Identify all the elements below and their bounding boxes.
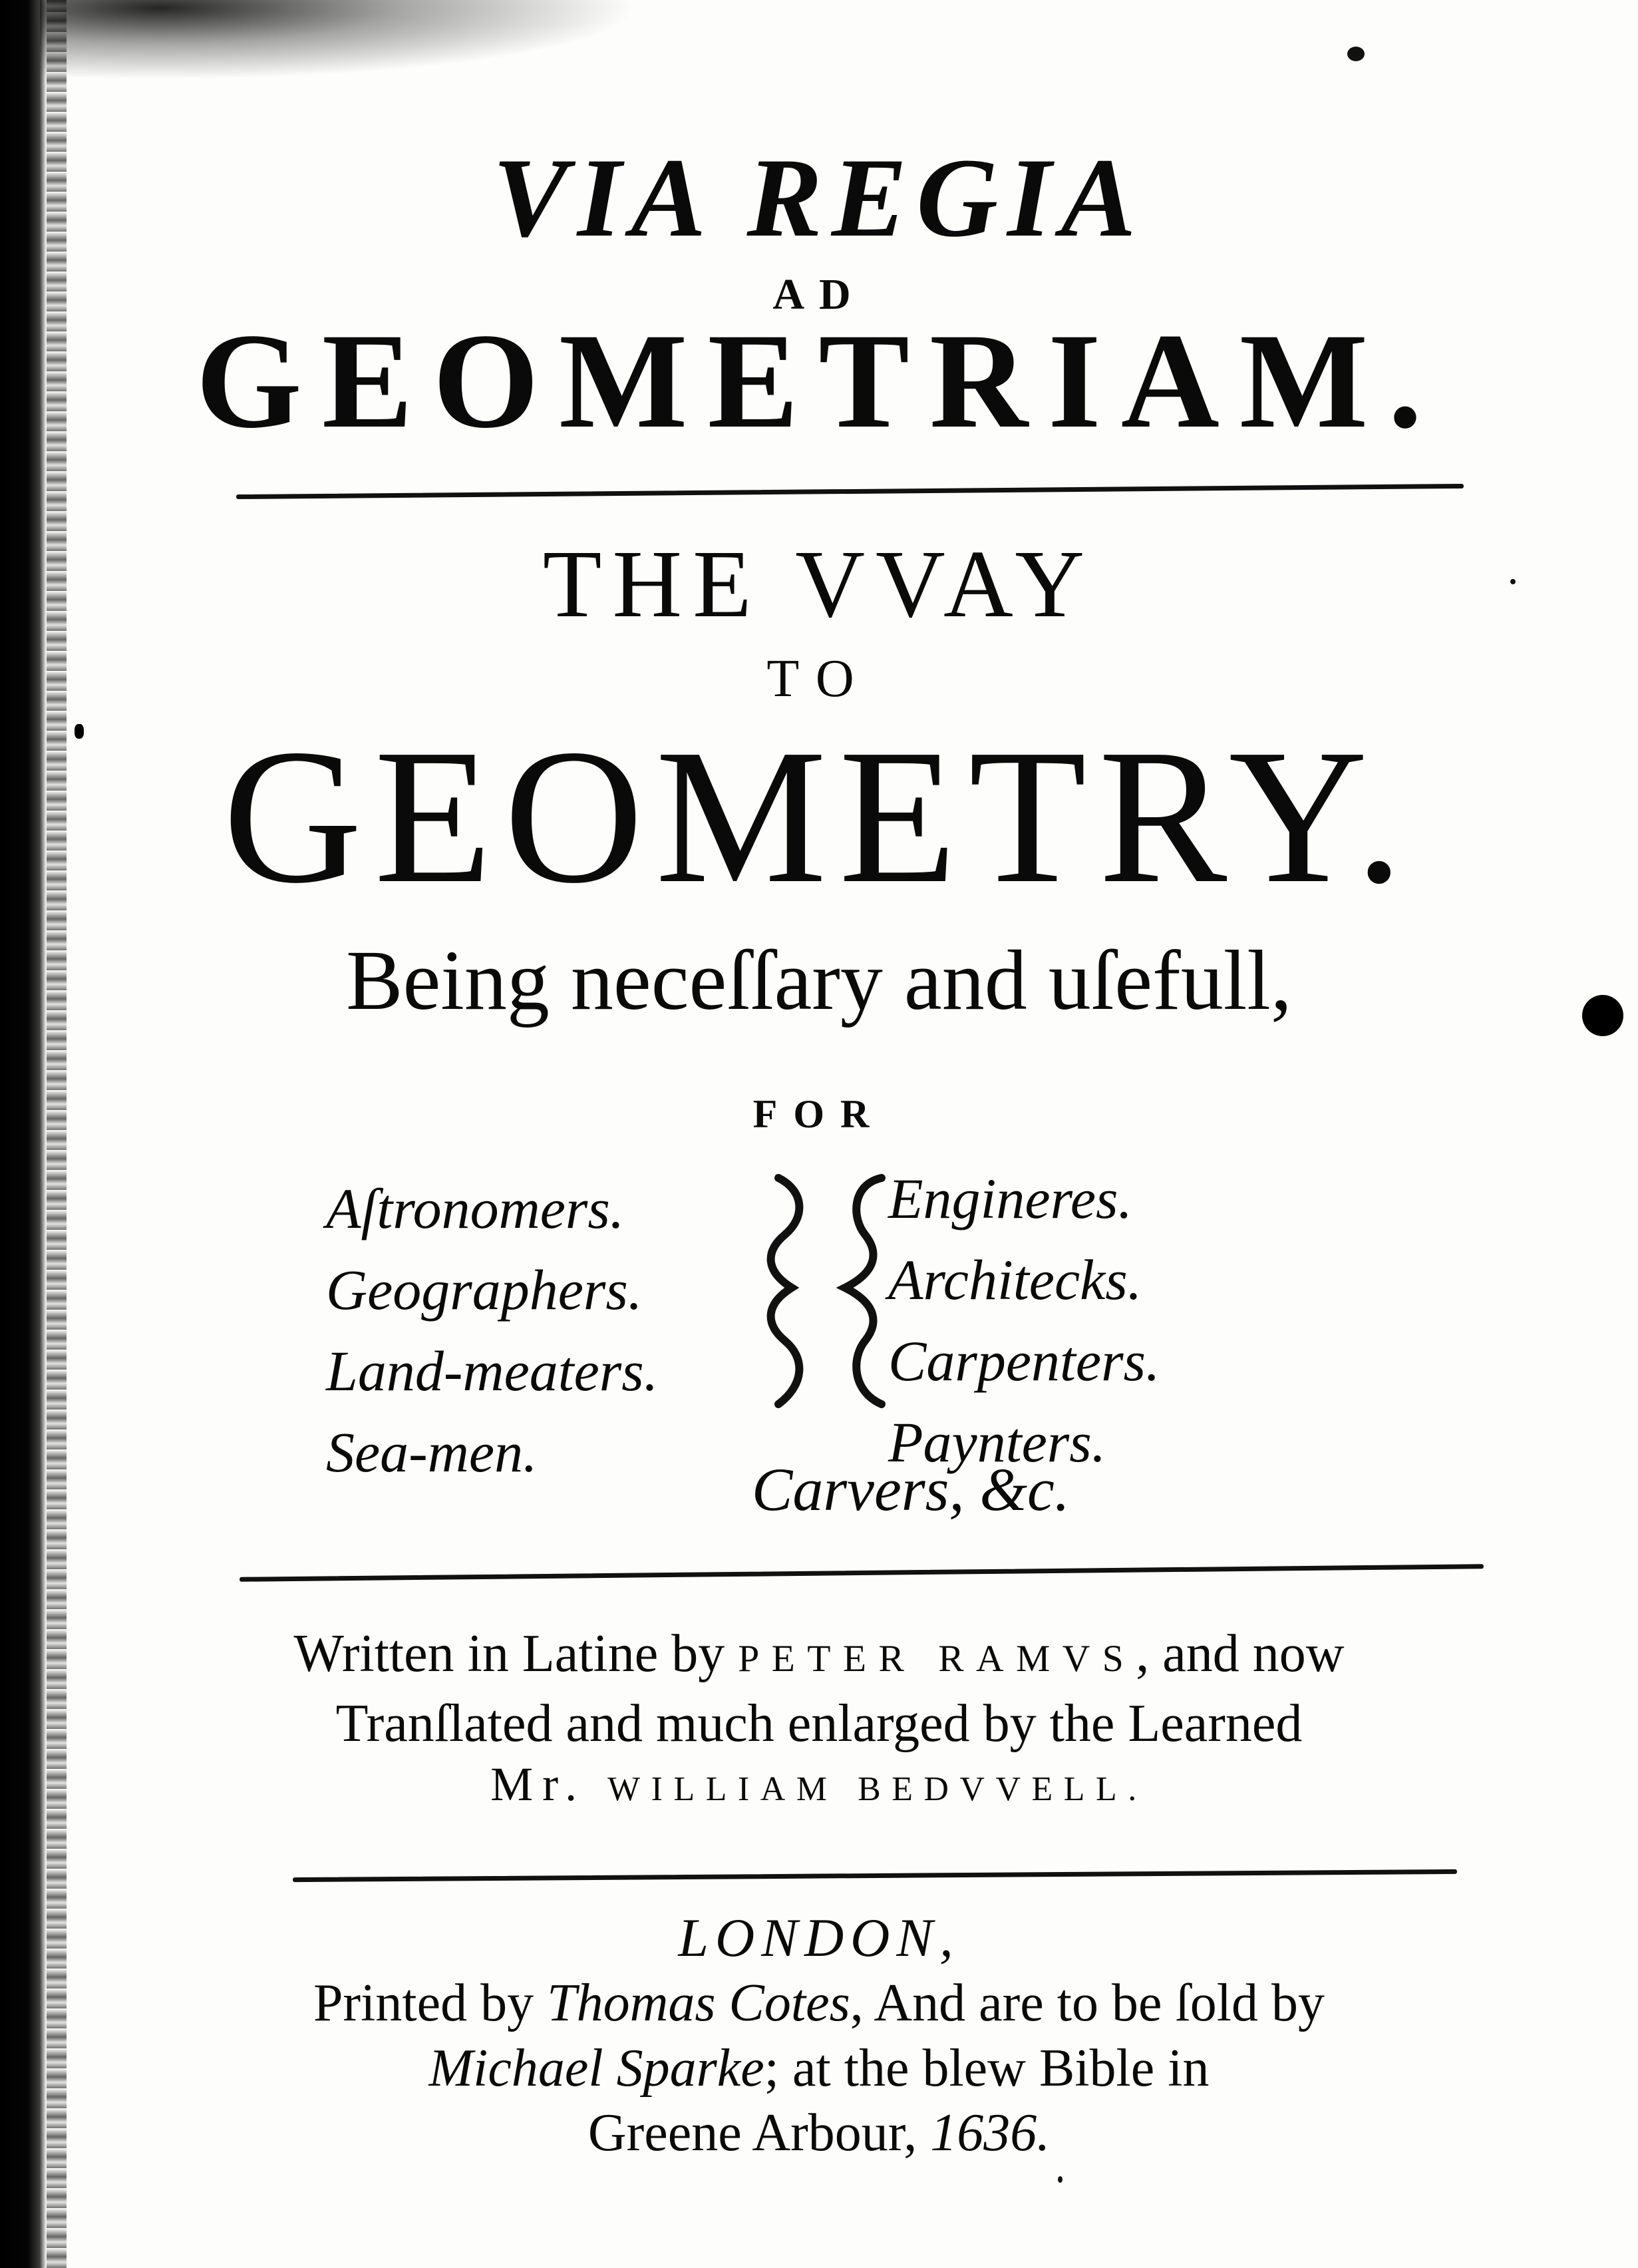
printed-suffix: , And are to be ſold by <box>850 1974 1325 2032</box>
imprint-city: LONDON, <box>678 1907 960 1968</box>
english-geometry: GEOMETRY. <box>222 709 1416 923</box>
rule-middle <box>240 1564 1484 1582</box>
seller-name: Michael Sparke <box>428 2039 764 2098</box>
rule-bottom <box>293 1869 1457 1882</box>
imprint-printed-line <box>0 1973 1638 2034</box>
audience-list-left <box>326 1168 658 1493</box>
translated-line: Tranſlated and much enlarged by the Learned <box>335 1694 1303 1753</box>
audience-item: Architecks. <box>888 1248 1142 1312</box>
latin-geometriam: GEOMETRIAM. <box>196 305 1442 457</box>
latin-ad: AD <box>772 270 866 319</box>
translator-name: WILLIAM BEDVVELL. <box>607 1770 1148 1808</box>
written-line <box>0 1624 1638 1684</box>
audience-item: Land-meaters. <box>326 1339 659 1403</box>
english-to: TO <box>766 650 872 708</box>
english-the-way: THE VVAY <box>542 531 1096 638</box>
audience-item: Sea-men. <box>326 1420 538 1484</box>
rule-top <box>236 484 1464 499</box>
latin-title: VIA REGIA <box>492 135 1146 260</box>
subtitle-being: Being neceſſary and uſefull, <box>346 933 1292 1028</box>
imprint-place-line <box>0 2103 1638 2164</box>
for-label: FOR <box>752 1092 886 1136</box>
audience-item: Geographers. <box>326 1258 643 1322</box>
audience-carvers: Carvers, &c. <box>752 1455 1070 1523</box>
audience-item: Paynters. <box>888 1410 1106 1474</box>
printer-name: Thomas Cotes <box>547 1974 850 2032</box>
ink-speck <box>1058 2176 1063 2183</box>
printed-prefix: Printed by <box>313 1974 534 2032</box>
brace-left <box>758 1171 818 1411</box>
ink-speck <box>1347 47 1365 61</box>
audience-item: Engineres. <box>888 1167 1133 1230</box>
audience-item: Aſtronomers. <box>326 1177 625 1240</box>
imprint-place: Greene Arbour, <box>587 2104 917 2162</box>
written-prefix: Written in Latine by <box>293 1624 725 1683</box>
translator-title: Mr. <box>490 1758 587 1811</box>
audience-list-right <box>888 1158 1160 1483</box>
imprint-seller-line <box>0 2038 1638 2099</box>
audience-item: Carpenters. <box>888 1329 1160 1393</box>
brace-right <box>832 1171 892 1411</box>
seller-suffix: ; at the blew Bible in <box>764 2039 1210 2098</box>
translator-line <box>0 1757 1638 1812</box>
written-suffix: , and now <box>1136 1624 1345 1683</box>
scan-smudge <box>40 0 639 80</box>
author-name: PETER RAMVS <box>738 1638 1136 1680</box>
imprint-year: 1636. <box>930 2104 1051 2162</box>
